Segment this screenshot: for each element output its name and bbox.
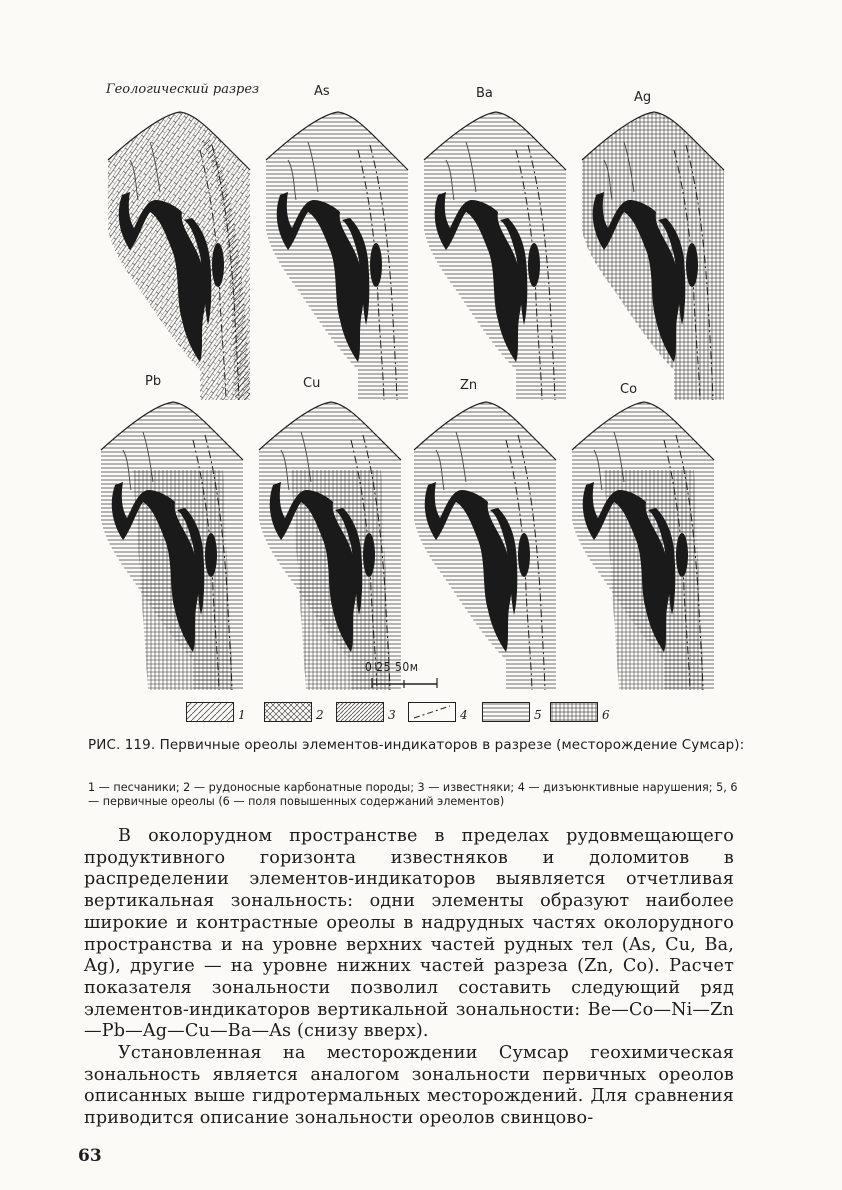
panel-label-as: As xyxy=(314,84,330,99)
section-panel-geo xyxy=(100,100,255,400)
legend-number: 1 xyxy=(238,708,246,722)
panel-label-pb: Pb xyxy=(145,374,162,389)
legend-number: 2 xyxy=(316,708,324,722)
figure-legend xyxy=(186,702,626,726)
panel-label-geo: Геологический разрез xyxy=(106,82,260,97)
panel-label-ba: Ba xyxy=(476,86,493,101)
panel-label-ag: Ag xyxy=(634,90,652,105)
page-number: 63 xyxy=(78,1146,102,1166)
section-panel-co xyxy=(564,390,719,690)
paragraph: В околорудном пространстве в пределах рудовмещающего продуктивного горизонта известняков и доломитов в распределении элементов-индикаторов выявляется отчетливая вертикальная зональность: одни элементы образуют наиболее широкие и контрастные ореолы в надрудных частях околорудного пространства и на уровне верхних частей рудных тел (As, Cu, Ba, Ag), другие — на уровне нижних частей разреза (Zn, Co). Расчет показателя зональности позволил составить следующий ряд элементов-индикаторов вертикальной зональности: Be—Co—Ni—Zn—Pb—Ag—Cu—Ba—As (снизу вверх). xyxy=(84,826,734,1042)
panel-label-zn: Zn xyxy=(460,378,478,393)
figure-caption: РИС. 119. Первичные ореолы элементов-индикаторов в разрезе (месторождение Сумсар): xyxy=(88,737,745,753)
legend-swatch xyxy=(550,702,598,722)
panel-label-cu: Cu xyxy=(303,376,321,391)
legend-swatch xyxy=(408,702,456,722)
section-panel-pb xyxy=(93,390,248,690)
paragraph: Установленная на месторождении Сумсар геохимическая зональность является аналогом зональности первичных ореолов описанных выше гидротермальных месторождений. Для сравнения приводится описание зональности ореолов свинцово- xyxy=(84,1043,734,1129)
section-panel-as xyxy=(258,100,413,400)
section-panel-cu xyxy=(251,390,406,690)
legend-number: 5 xyxy=(534,708,542,722)
section-panel-ag xyxy=(574,100,729,400)
scale-label: 0 25 50м xyxy=(365,660,419,674)
legend-swatch xyxy=(482,702,530,722)
scale-bar xyxy=(365,660,455,695)
legend-number: 4 xyxy=(460,708,468,722)
figure-legend-text: 1 — песчаники; 2 — рудоносные карбонатные породы; 3 — известняки; 4 — дизъюнктивные нарушения; 5, 6 — первичные ореолы (6 — поля повышенных содержаний элементов) xyxy=(88,781,738,808)
section-panel-zn xyxy=(406,390,561,690)
panel-label-co: Co xyxy=(620,382,638,397)
legend-swatch xyxy=(264,702,312,722)
section-panel-ba xyxy=(416,100,571,400)
legend-number: 3 xyxy=(388,708,396,722)
legend-number: 6 xyxy=(602,708,610,722)
legend-swatch xyxy=(336,702,384,722)
legend-swatch xyxy=(186,702,234,722)
body-text xyxy=(84,826,734,1130)
